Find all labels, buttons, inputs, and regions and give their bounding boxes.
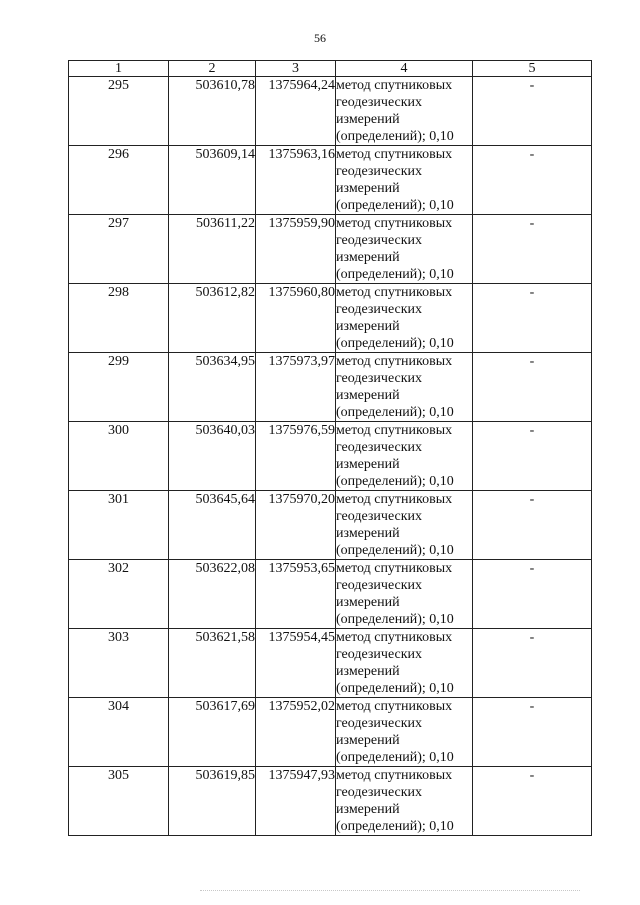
- method-text-line: измерений: [336, 526, 400, 541]
- point-number-cell: 303: [69, 629, 169, 698]
- y-coordinate-cell: 1375952,02: [256, 698, 336, 767]
- method-text-line: метод спутниковых: [336, 285, 453, 300]
- point-number-cell: 299: [69, 353, 169, 422]
- column-header: 1: [69, 61, 169, 77]
- note-cell: -: [473, 698, 592, 767]
- column-header: 3: [256, 61, 336, 77]
- method-text-line: геодезических: [336, 302, 423, 317]
- note-cell: -: [473, 146, 592, 215]
- x-coordinate-cell: 503617,69: [169, 698, 256, 767]
- column-header: 4: [336, 61, 473, 77]
- method-cell: [336, 422, 473, 491]
- y-coordinate-cell: 1375976,59: [256, 422, 336, 491]
- table-row: [69, 629, 592, 698]
- method-text-line: метод спутниковых: [336, 561, 453, 576]
- point-number-cell: 305: [69, 767, 169, 836]
- point-number-cell: 295: [69, 77, 169, 146]
- method-cell: [336, 284, 473, 353]
- method-text-line: геодезических: [336, 233, 423, 248]
- method-text-line: измерений: [336, 388, 400, 403]
- method-cell: [336, 629, 473, 698]
- method-text-line: (определений); 0,10: [336, 474, 454, 489]
- note-cell: -: [473, 422, 592, 491]
- method-text-line: геодезических: [336, 509, 423, 524]
- method-text-line: геодезических: [336, 440, 423, 455]
- y-coordinate-cell: 1375954,45: [256, 629, 336, 698]
- y-coordinate-cell: 1375970,20: [256, 491, 336, 560]
- x-coordinate-cell: 503640,03: [169, 422, 256, 491]
- method-text-line: измерений: [336, 733, 400, 748]
- method-text-line: измерений: [336, 457, 400, 472]
- method-text-line: геодезических: [336, 578, 423, 593]
- method-text-line: геодезических: [336, 785, 423, 800]
- method-text-line: (определений); 0,10: [336, 198, 454, 213]
- point-number-cell: 302: [69, 560, 169, 629]
- table-row: [69, 77, 592, 146]
- method-text-line: (определений); 0,10: [336, 267, 454, 282]
- method-text-line: измерений: [336, 664, 400, 679]
- table-row: [69, 560, 592, 629]
- method-cell: [336, 77, 473, 146]
- y-coordinate-cell: 1375960,80: [256, 284, 336, 353]
- point-number-cell: 304: [69, 698, 169, 767]
- method-text-line: метод спутниковых: [336, 423, 453, 438]
- y-coordinate-cell: 1375947,93: [256, 767, 336, 836]
- method-text-line: (определений); 0,10: [336, 129, 454, 144]
- note-cell: -: [473, 767, 592, 836]
- point-number-cell: 298: [69, 284, 169, 353]
- x-coordinate-cell: 503611,22: [169, 215, 256, 284]
- table-row: [69, 698, 592, 767]
- table-row: [69, 284, 592, 353]
- point-number-cell: 301: [69, 491, 169, 560]
- page-number: 56: [314, 31, 326, 45]
- method-text-line: геодезических: [336, 716, 423, 731]
- note-cell: -: [473, 284, 592, 353]
- table-body: [69, 77, 592, 836]
- method-text-line: (определений); 0,10: [336, 543, 454, 558]
- table-row: [69, 215, 592, 284]
- x-coordinate-cell: 503645,64: [169, 491, 256, 560]
- y-coordinate-cell: 1375963,16: [256, 146, 336, 215]
- method-text-line: метод спутниковых: [336, 492, 453, 507]
- point-number-cell: 300: [69, 422, 169, 491]
- y-coordinate-cell: 1375953,65: [256, 560, 336, 629]
- method-text-line: измерений: [336, 802, 400, 817]
- table-row: [69, 491, 592, 560]
- x-coordinate-cell: 503622,08: [169, 560, 256, 629]
- x-coordinate-cell: 503619,85: [169, 767, 256, 836]
- column-header: 5: [473, 61, 592, 77]
- method-text-line: (определений); 0,10: [336, 612, 454, 627]
- scan-artifact: [200, 888, 580, 891]
- table-row: [69, 353, 592, 422]
- method-cell: [336, 698, 473, 767]
- method-text-line: (определений); 0,10: [336, 750, 454, 765]
- y-coordinate-cell: 1375964,24: [256, 77, 336, 146]
- method-cell: [336, 215, 473, 284]
- note-cell: -: [473, 629, 592, 698]
- x-coordinate-cell: 503609,14: [169, 146, 256, 215]
- method-text-line: измерений: [336, 319, 400, 334]
- method-cell: [336, 491, 473, 560]
- note-cell: -: [473, 560, 592, 629]
- method-text-line: метод спутниковых: [336, 630, 453, 645]
- table-header-row: [69, 61, 592, 77]
- method-text-line: измерений: [336, 250, 400, 265]
- point-number-cell: 297: [69, 215, 169, 284]
- method-text-line: (определений); 0,10: [336, 405, 454, 420]
- method-text-line: (определений); 0,10: [336, 336, 454, 351]
- method-text-line: метод спутниковых: [336, 768, 453, 783]
- method-text-line: метод спутниковых: [336, 216, 453, 231]
- method-text-line: геодезических: [336, 647, 423, 662]
- note-cell: -: [473, 491, 592, 560]
- method-text-line: геодезических: [336, 95, 423, 110]
- y-coordinate-cell: 1375959,90: [256, 215, 336, 284]
- method-text-line: (определений); 0,10: [336, 819, 454, 834]
- method-text-line: метод спутниковых: [336, 78, 453, 93]
- method-text-line: геодезических: [336, 164, 423, 179]
- method-cell: [336, 767, 473, 836]
- y-coordinate-cell: 1375973,97: [256, 353, 336, 422]
- table-row: [69, 146, 592, 215]
- point-number-cell: 296: [69, 146, 169, 215]
- method-cell: [336, 353, 473, 422]
- method-cell: [336, 560, 473, 629]
- coordinates-table: [68, 60, 592, 836]
- table-row: [69, 422, 592, 491]
- note-cell: -: [473, 77, 592, 146]
- method-text-line: (определений); 0,10: [336, 681, 454, 696]
- method-text-line: метод спутниковых: [336, 354, 453, 369]
- column-header: 2: [169, 61, 256, 77]
- method-cell: [336, 146, 473, 215]
- x-coordinate-cell: 503634,95: [169, 353, 256, 422]
- x-coordinate-cell: 503610,78: [169, 77, 256, 146]
- method-text-line: метод спутниковых: [336, 699, 453, 714]
- method-text-line: измерений: [336, 595, 400, 610]
- method-text-line: измерений: [336, 181, 400, 196]
- method-text-line: геодезических: [336, 371, 423, 386]
- note-cell: -: [473, 353, 592, 422]
- x-coordinate-cell: 503621,58: [169, 629, 256, 698]
- method-text-line: метод спутниковых: [336, 147, 453, 162]
- x-coordinate-cell: 503612,82: [169, 284, 256, 353]
- table-row: [69, 767, 592, 836]
- method-text-line: измерений: [336, 112, 400, 127]
- note-cell: -: [473, 215, 592, 284]
